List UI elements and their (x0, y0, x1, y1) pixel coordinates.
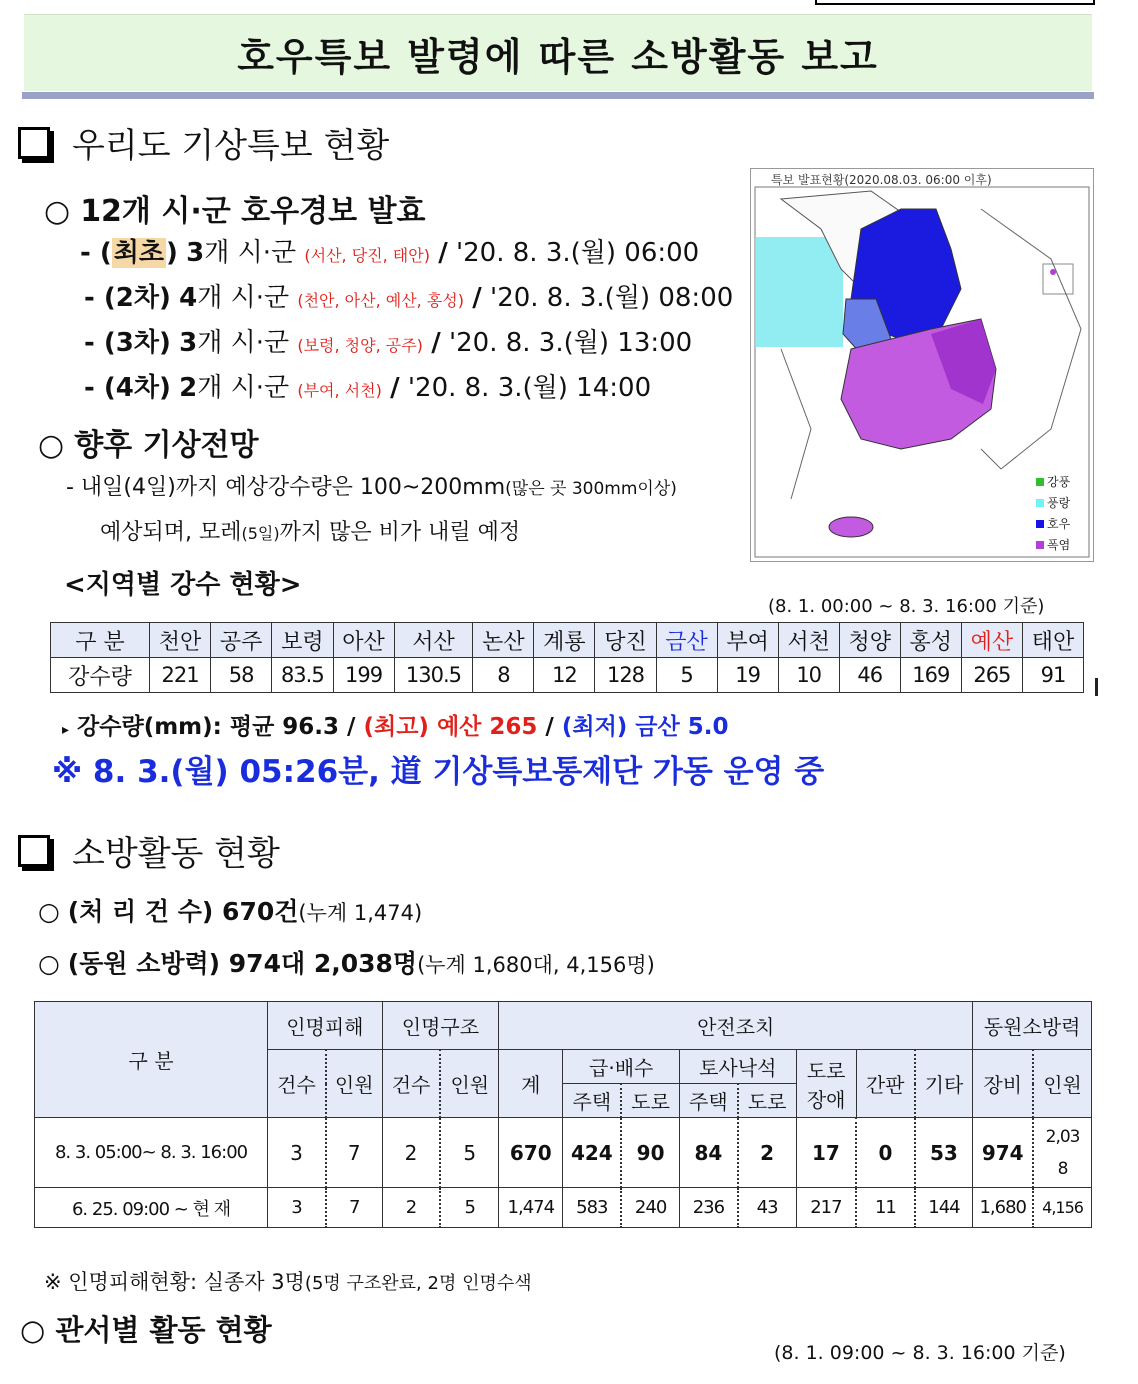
bullet-forecast (38, 420, 259, 464)
bullet-cases: ○ (처 리 건 수) 670건(누계 1,474) (38, 897, 423, 926)
header-cases: 건수 (382, 1050, 440, 1118)
rainfall-max: (최고) 예산 265 (363, 714, 538, 740)
weather-warning-map (750, 168, 1094, 562)
cell-value: 974 (973, 1118, 1033, 1188)
title-underline (22, 92, 1094, 99)
margin-mark (1095, 678, 1098, 696)
warning-stage-row: - (2차) 4개 시·군 (천안, 아산, 예산, 홍성) / '20. 8. 3.(월) 08:00 (84, 283, 734, 313)
region-cell: 계룡 (534, 623, 595, 658)
table-row (35, 1188, 1092, 1228)
legend-swatch-icon (1036, 541, 1044, 549)
cell-value: 4,156 (1033, 1188, 1091, 1228)
legend-swatch-icon (1036, 520, 1044, 528)
region-cell: 천안 (150, 623, 211, 658)
cell-value: 670 (499, 1118, 563, 1188)
warning-datetime: '20. 8. 3.(월) 14:00 (407, 373, 652, 403)
bullet-station-activity (20, 1308, 272, 1349)
rainfall-header-label: 구 분 (51, 623, 150, 658)
rainfall-value: 169 (900, 658, 961, 693)
page-title (24, 14, 1092, 91)
cell-value: 90 (621, 1118, 679, 1188)
legend-swatch-icon (1036, 478, 1044, 486)
bullet-mobilized: ○ (동원 소방력) 974대 2,038명(누계 1,680대, 4,156명) (38, 949, 655, 978)
bullet-forecast-text: 향후 기상전망 (74, 428, 259, 463)
cell-value: 1,474 (499, 1188, 563, 1228)
section-heading-fire-text: 소방활동 현황 (72, 834, 280, 874)
checkbox-square-icon (18, 835, 50, 867)
region-cell: 부여 (717, 623, 778, 658)
rainfall-summary: ▸ 강수량(mm): 평균 96.3 / (최고) 예산 265 / (최저) 금산 5.0 (62, 714, 729, 740)
legend-item-heat: 폭염 (1036, 536, 1070, 553)
header-house: 주택 (563, 1084, 621, 1118)
bullet-warning-issued-text: 12개 시·군 호우경보 발효 (80, 194, 426, 229)
circle-bullet-icon: ○ (38, 428, 65, 463)
section-heading-weather-text: 우리도 기상특보 현황 (72, 126, 390, 166)
rainfall-value: 83.5 (272, 658, 333, 693)
header-cases: 건수 (268, 1050, 326, 1118)
cell-value: 424 (563, 1118, 621, 1188)
region-cell: 서천 (778, 623, 839, 658)
header-equipment: 장비 (973, 1050, 1033, 1118)
header-category: 구 분 (35, 1002, 268, 1118)
header-personnel: 인원 (1033, 1050, 1091, 1118)
legend-item-rain: 호우 (1036, 515, 1070, 532)
header-rescue: 인명구조 (382, 1002, 499, 1050)
rainfall-value: 221 (150, 658, 211, 693)
cell-value: 583 (563, 1188, 621, 1228)
header-mobilized: 동원소방력 (973, 1002, 1092, 1050)
header-box-fragment (815, 0, 1095, 5)
header-total: 계 (499, 1050, 563, 1118)
cell-value: 5 (440, 1188, 498, 1228)
cell-value: 0 (856, 1118, 914, 1188)
bullet-station-activity-text: 관서별 활동 현황 (55, 1313, 272, 1347)
header-house: 주택 (679, 1084, 737, 1118)
circle-bullet-icon: ○ (44, 194, 71, 229)
stage-label-first: 최초 (113, 238, 164, 268)
rainfall-table (50, 622, 1084, 693)
rain-table-period: (8. 1. 00:00 ~ 8. 3. 16:00 기준) (768, 596, 1045, 617)
rainfall-value: 19 (717, 658, 778, 693)
header-landslide: 토사낙석 (679, 1050, 796, 1084)
header-sign: 간판 (856, 1050, 914, 1118)
cell-value: 217 (796, 1188, 856, 1228)
rainfall-value: 5 (656, 658, 717, 693)
rainfall-value: 10 (778, 658, 839, 693)
warning-stage-row: - (3차) 3개 시·군 (보령, 청양, 공주) / '20. 8. 3.(월) 13:00 (84, 328, 693, 358)
header-people: 인원 (326, 1050, 382, 1118)
warning-datetime: '20. 8. 3.(월) 06:00 (455, 238, 700, 268)
cell-value: 2 (738, 1118, 796, 1188)
rainfall-value: 58 (211, 658, 272, 693)
cell-value: 43 (738, 1188, 796, 1228)
rainfall-value: 130.5 (394, 658, 473, 693)
control-unit-note: ※ 8. 3.(월) 05:26분, 道 기상특보통제단 가동 운영 중 (52, 754, 825, 790)
station-activity-period: (8. 1. 09:00 ~ 8. 3. 16:00 기준) (774, 1342, 1066, 1364)
region-cell-min: 금산 (656, 623, 717, 658)
cell-value: 2 (382, 1118, 440, 1188)
warning-datetime: '20. 8. 3.(월) 08:00 (490, 283, 734, 313)
cell-value: 2 (382, 1188, 440, 1228)
header-road: 도로 (738, 1084, 796, 1118)
rainfall-value: 128 (595, 658, 656, 693)
warning-stage-row: - (최초) 3개 시·군 (서산, 당진, 태안) / '20. 8. 3.(월) 06:00 (80, 238, 700, 268)
rainfall-value: 91 (1022, 658, 1083, 693)
section-heading-weather (18, 118, 389, 167)
header-casualty: 인명피해 (268, 1002, 383, 1050)
legend-item-wind: 강풍 (1036, 473, 1070, 490)
circle-bullet-icon: ○ (38, 949, 60, 978)
rainfall-value: 12 (534, 658, 595, 693)
region-cell: 서산 (394, 623, 473, 658)
cell-value: 3 (268, 1188, 326, 1228)
table-row (35, 1118, 1092, 1188)
rain-table-caption: <지역별 강수 현황> (64, 570, 302, 600)
rainfall-row-label: 강수량 (51, 658, 150, 693)
warning-stage-row: - (4차) 2개 시·군 (부여, 서천) / '20. 8. 3.(월) 14:00 (84, 373, 652, 403)
arrow-bullet-icon: ▸ (62, 722, 70, 738)
legend-swatch-icon (1036, 499, 1044, 507)
forecast-line-2: 예상되며, 모레(5일)까지 많은 비가 내릴 예정 (100, 520, 521, 545)
cell-value: 144 (915, 1188, 973, 1228)
rainfall-value: 199 (333, 658, 394, 693)
cell-value: 53 (915, 1118, 973, 1188)
circle-bullet-icon: ○ (38, 897, 60, 926)
circle-bullet-icon: ○ (20, 1313, 46, 1347)
region-cell: 태안 (1022, 623, 1083, 658)
rainfall-value-row (51, 658, 1084, 693)
region-cell: 아산 (333, 623, 394, 658)
warning-datetime: '20. 8. 3.(월) 13:00 (448, 328, 693, 358)
cell-value: 11 (856, 1188, 914, 1228)
legend-item-wave: 풍랑 (1036, 494, 1070, 511)
rainfall-value: 46 (839, 658, 900, 693)
header-other: 기타 (915, 1050, 973, 1118)
region-cell: 공주 (211, 623, 272, 658)
fire-header-row-1 (35, 1002, 1092, 1050)
map-legend (1034, 471, 1072, 555)
warning-places: (부여, 서천) (297, 381, 382, 400)
cell-value: 3 (268, 1118, 326, 1188)
header-people: 인원 (440, 1050, 498, 1118)
header-pump: 급·배수 (563, 1050, 680, 1084)
casualty-footnote: ※ 인명피해현황: 실종자 3명(5명 구조완료, 2명 인명수색 (44, 1270, 532, 1294)
region-cell: 홍성 (900, 623, 961, 658)
cell-value: 7 (326, 1118, 382, 1188)
cell-value: 84 (679, 1118, 737, 1188)
checkbox-square-icon (18, 127, 50, 159)
rainfall-header-row (51, 623, 1084, 658)
region-cell: 청양 (839, 623, 900, 658)
cell-value: 7 (326, 1188, 382, 1228)
region-cell: 보령 (272, 623, 333, 658)
bullet-warning-issued (44, 186, 426, 230)
warning-places: (보령, 청양, 공주) (297, 336, 423, 355)
row-period: 6. 25. 09:00 ~ 현 재 (35, 1188, 268, 1228)
region-cell: 논산 (473, 623, 534, 658)
header-road: 도로 (621, 1084, 679, 1118)
cell-value: 1,680 (973, 1188, 1033, 1228)
rainfall-value: 265 (961, 658, 1022, 693)
row-period: 8. 3. 05:00~ 8. 3. 16:00 (35, 1118, 268, 1188)
region-cell-max: 예산 (961, 623, 1022, 658)
region-cell: 당진 (595, 623, 656, 658)
header-road-obstacle: 도로 장애 (796, 1050, 856, 1118)
warning-places: (천안, 아산, 예산, 홍성) (297, 291, 465, 310)
header-safety: 안전조치 (499, 1002, 973, 1050)
rainfall-value: 8 (473, 658, 534, 693)
cell-value: 17 (796, 1118, 856, 1188)
cell-value: 236 (679, 1188, 737, 1228)
cell-value: 240 (621, 1188, 679, 1228)
section-heading-fire (18, 826, 280, 875)
forecast-line-1: - 내일(4일)까지 예상강수량은 100~200mm(많은 곳 300mm이상) (66, 475, 677, 500)
fire-activity-table (34, 1001, 1092, 1228)
rainfall-min: (최저) 금산 5.0 (561, 714, 729, 740)
map-caption: 특보 발표현황(2020.08.03. 06:00 이후) (771, 173, 992, 187)
warning-places: (서산, 당진, 태안) (304, 246, 430, 265)
cell-value: 5 (440, 1118, 498, 1188)
cell-value: 2,03 8 (1033, 1118, 1091, 1188)
page-title-text: 호우특보 발령에 따른 소방활동 보고 (237, 34, 879, 79)
